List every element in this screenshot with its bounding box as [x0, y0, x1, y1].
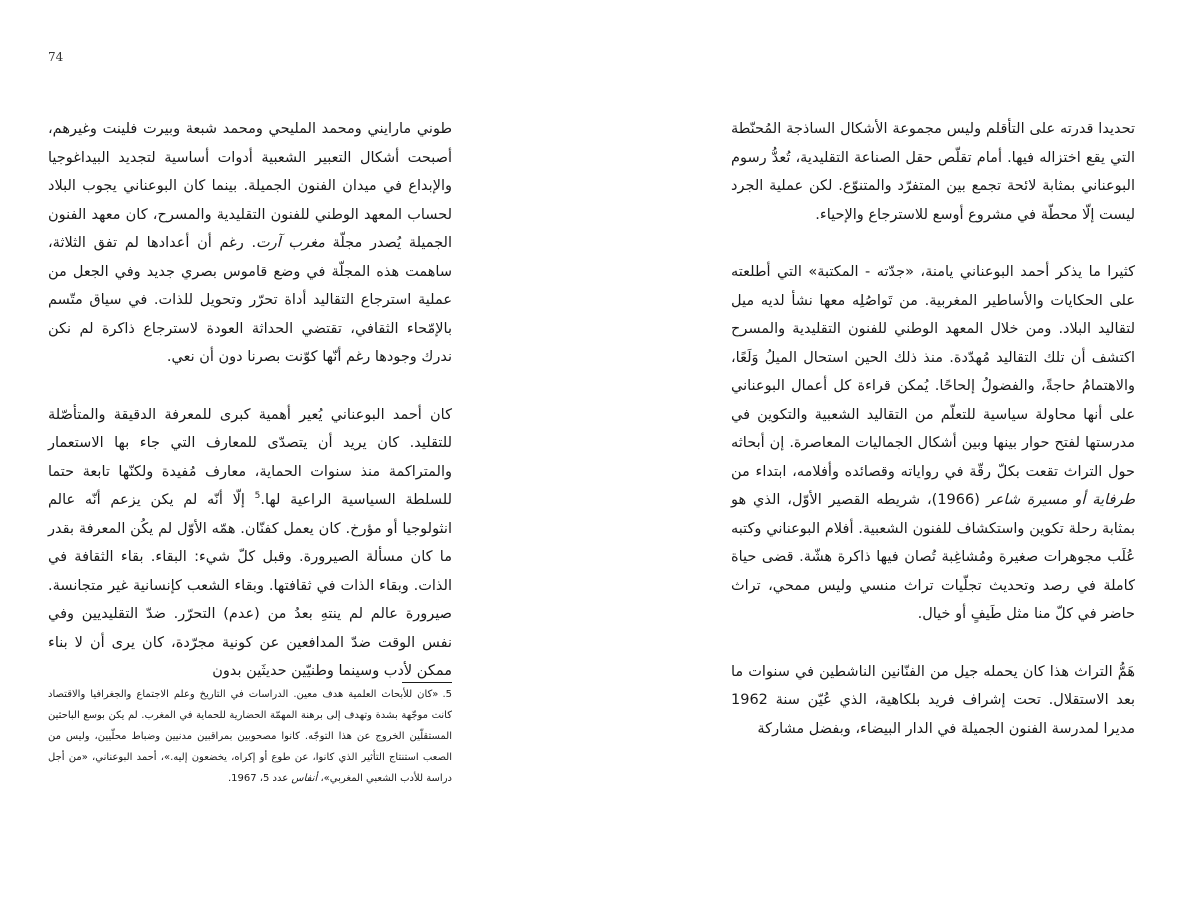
- paragraph: تحديدا قدرته على التأقلم وليس مجموعة الأشكال الساذجة المُحنّطة التي يقع اختزاله فيها. أمام تقلّص حقل الصناعة التقليدية، تُعدُّ رسوم البوعناني بمثابة لائحة تجمع بين المتفرّد والمتنوّع. لكن عملية الجرد ليست إلّا محطّة في مشروع أوسع للاسترجاع والإحياء.: [731, 121, 1135, 223]
- paragraph: هَمُّ التراث هذا كان يحمله جيل من الفنّانين الناشطين في سنوات ما بعد الاستقلال. تحت إشراف فريد بلكاهية، الذي عُيّن سنة 1962 مديرا لمدرسة الفنون الجميلة في الدار البيضاء، وبفضل مشاركة: [731, 663, 1135, 737]
- left-text-column: [48, 115, 452, 686]
- footnote-divider: [402, 682, 452, 683]
- text-run: كان أحمد البوعناني يُعير أهمية كبرى للمعرفة الدقيقة والمتأصّلة للتقليد. كان يريد أن يتصدّى للمعارف التي جاء بها الاستعمار والمتراكمة منذ سنوات الحماية، معارف مُفيدة ولكنّها تابعة حتما للسلطة السياسية الراعية لها.: [48, 406, 452, 508]
- footnote: [48, 684, 452, 789]
- text-run: إلّا أنّه لم يكن يزعم أنّه عالم انثولوجيا أو مؤرخ. كان يعمل كفنّان. همّه الأوّل لم يكُن المعرفة بقدر ما كان مسألة الصيرورة. وقبل كلّ شيء: البقاء. بقاء الثقافة في الذات. وبقاء الذات في ثقافتها. وبقاء الشعب كإنسانية غير متجانسة. صيرورة عالم لم ينتهِ بعدُ من (عدم) التحرّر. ضدّ التقليديين وفي نفس الوقت ضدّ المدافعين عن كونية مجرّدة، كان يرى أن لا بناء ممكن لأدب وسينما وطنيّين حديثَين بدون: [48, 492, 452, 679]
- footnote-number: 5.: [442, 689, 452, 700]
- journal-title: أنفاس: [291, 773, 318, 784]
- text-run: (1966)، شريطه القصير الأوّل، الذي هو بمثابة رحلة تكوين واستكشاف للفنون الشعبية. أفلام البوعناني وكتبه عُلَب مجوهرات صغيرة ومُشاغِبة تُصان فيها ذاكرة هشّة. قضى حياة كاملة في رصد وتحديث تجلّيات تراث منسي وليس ممحي، تراث حاضر في كلّ منا مثل طَيفٍ أو خيال.: [731, 492, 1135, 622]
- paragraph: [731, 258, 1135, 629]
- footnote-text: «كان للأبحاث العلمية هدف معين. الدراسات في التاريخ وعلم الاجتماع والجغرافيا والاقتصاد كانت موجّهة بشدة وتهدف إلى برهنة المهمّة الحضارية للحماية في المغرب. لم يكن بوسع الباحثين المستقلّين الخروج عن هذا التوجّه. كانوا مصحوبين بمراقبين مدنيين وضباط محلّيين، وليس من الصعب استنتاج التأثير الذي كانوا، عن طوع أو إكراه، يخضعون إليه.»، أحمد البوعناني، «من أجل دراسة للأدب الشعبي المغربي»،: [48, 689, 452, 784]
- text-run: كثيرا ما يذكر أحمد البوعناني يامنة، «جدّته - المكتبة» التي أطلعته على الحكايات والأساطير المغربية. من تَواصُلِه معها نشأ لديه ميل لتقاليد البلاد. ومن خلال المعهد الوطني للفنون التقليدية والمسرح اكتشف أن تلك التقاليد مُهدّدة. منذ ذلك الحين استحال الميلُ وَلَعًا، والاهتمامُ حاجةً، والفضولُ إلحاحًا. يُمكن قراءة كل أعمال البوعناني على أنها محاولة سياسية للتعلّم من التقاليد الشعبية والتكوين في مدرستها لفتح حوار بينها وبين أشكال الجماليات المعاصرة. إن أبحاثه حول التراث تقعت بكلّ رقّة في رواياته وقصائده وأفلامه، ابتداء من: [731, 264, 1135, 480]
- page-number: 74: [48, 50, 64, 64]
- footnote-text: عدد 5، 1967.: [227, 773, 292, 784]
- text-run: طوني مارايني ومحمد المليحي ومحمد شبعة وبيرت فلينت وغيرهم، أصبحت أشكال التعبير الشعبية أدوات أساسية لتجديد البيداغوجيا والإبداع في ميدان الفنون الجميلة. بينما كان البوعناني يجوب البلاد لحساب المعهد الوطني للفنون التقليدية والمسرح، كان معهد الفنون الجميلة يُصدر مجلّة: [48, 121, 453, 251]
- footnote-ref[interactable]: 5: [254, 491, 261, 502]
- magazine-title: مغرب آرت: [256, 235, 325, 251]
- film-title: طرفاية أو مسيرة شاعر: [986, 492, 1135, 508]
- paragraph: [48, 115, 452, 372]
- text-run: . رغم أن أعدادها لم تفق الثلاثة، ساهمت هذه المجلّة في وضع قاموس بصري جديد وفي الجعل من عملية استرجاع التقاليد أداة تحرّر وتحويل للذات. في سياق متّسم بالإمّحاء الثقافي، تقتضي الحداثة العودة لاسترجاع ذاكرة لم نكن ندرك وجودها رغم أنّها كوّنت بصرنا دون أن نعي.: [48, 235, 452, 365]
- right-text-column: [731, 115, 1135, 743]
- paragraph: [48, 401, 452, 686]
